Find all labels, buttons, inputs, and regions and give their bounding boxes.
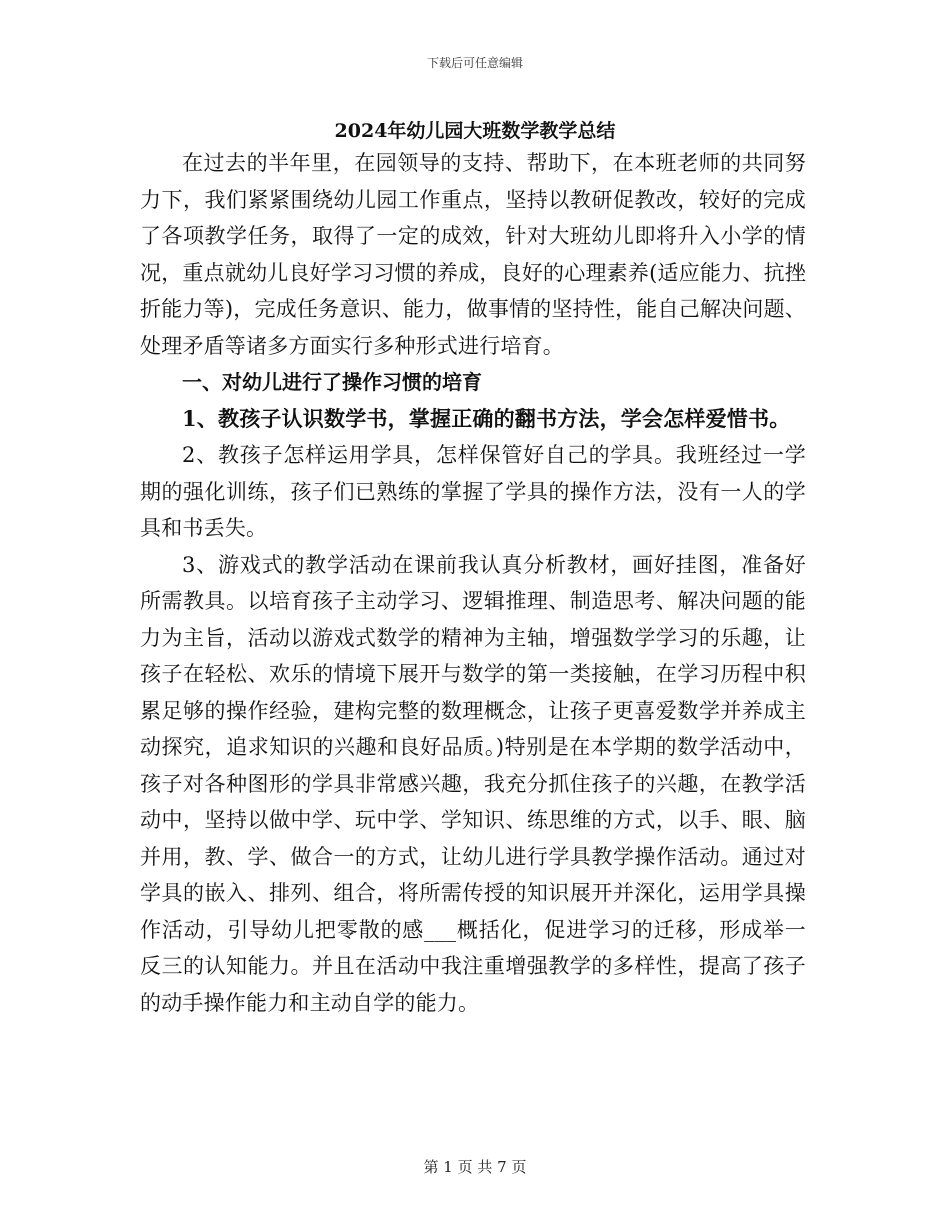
list-item-1: 1、教孩子认识数学书，掌握正确的翻书方法，学会怎样爱惜书。 [182,405,791,431]
list-item-2: 2、教孩子怎样运用学具，怎样保管好自己的学具。我班经过一学期的强化训练，孩子们已熟练的掌握了学具的操作方法，没有一人的学具和书丢失。 [140,443,806,540]
section-heading: 一、对幼儿进行了操作习惯的培育 [182,370,482,394]
page-footer-number: 第 1 页 共 7 页 [423,1158,527,1176]
list-item-3: 3、游戏式的教学活动在课前我认真分析教材，画好挂图，准备好所需教具。以培育孩子主动学习、逻辑推理、制造思考、解决问题的能力为主旨，活动以游戏式数学的精神为主轴，增强数学学习的乐趣，让孩子在轻松、欢乐的情境下展开与数学的第一类接触，在学习历程中积累足够的操作经验，建构完整的数理概念，让孩子更喜爱数学并养成主动探究，追求知识的兴趣和良好品质。)特别是在本学期的数学活动中，孩子对各种图形的学具非常感兴趣，我充分抓住孩子的兴趣，在教学活动中，坚持以做中学、玩中学、学知识、练思维的方式，以手、眼、脑并用，教、学、做合一的方式，让幼儿进行学具教学操作活动。通过对学具的嵌入、排列、组合，将所需传授的知识展开并深化，运用学具操作活动，引导幼儿把零散的感___概括化，促进学习的迁移，形成举一反三的认知能力。并且在活动中我注重增强教学的多样性，提高了孩子的动手操作能力和主动自学的能力。 [140,552,806,1015]
page-header-note: 下载后可任意编辑 [426,56,523,70]
document-title: 2024年幼儿园大班数学教学总结 [334,120,616,142]
document-body [140,145,806,1021]
intro-paragraph: 在过去的半年里，在园领导的支持、帮助下，在本班老师的共同努力下，我们紧紧围绕幼儿园工作重点，坚持以教研促教改，较好的完成了各项教学任务，取得了一定的成效，针对大班幼儿即将升入小学的情况，重点就幼儿良好学习习惯的养成，良好的心理素养(适应能力、抗挫折能力等)，完成任务意识、能力，做事情的坚持性，能自己解决问题、处理矛盾等诸多方面实行多种形式进行培育。 [140,151,806,358]
